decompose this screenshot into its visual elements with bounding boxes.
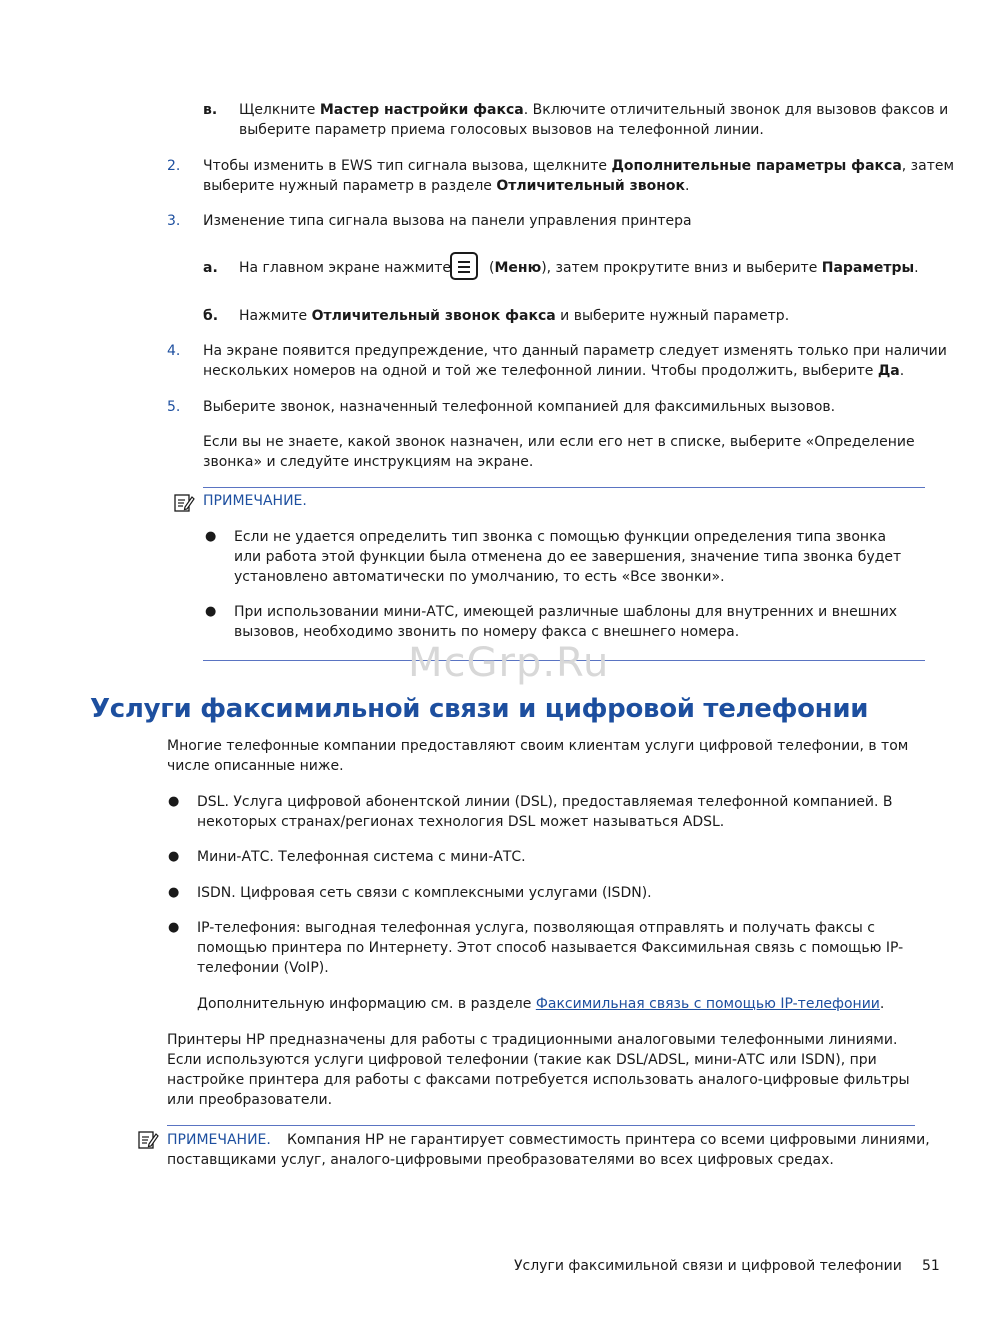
step-v-line1: Щелкните Мастер настройки факса. Включите отличительный звонок для вызовов факсов и	[239, 102, 949, 118]
list-item-isdn: ISDN. Цифровая сеть связи с комплексными услугами (ISDN).	[197, 885, 652, 901]
section-para-line4: или преобразователи.	[167, 1092, 333, 1108]
step-marker-b: б.	[203, 308, 219, 324]
list-item-voip-line1: IP-телефония: выгодная телефонная услуга, позволяющая отправлять и получать факсы с	[197, 920, 875, 936]
voip-fax-link[interactable]: Факсимильная связь с помощью IP-телефонии	[535, 996, 880, 1012]
step-v-line2: выберите параметр приема голосовых вызовов на телефонной линии.	[239, 122, 764, 138]
section-title: Услуги факсимильной связи и цифровой телефонии	[90, 694, 869, 724]
section-para-line1: Принтеры HP предназначены для работы с традиционными аналоговыми телефонными линиями.	[167, 1032, 898, 1048]
watermark: McGrp.Ru	[408, 640, 610, 686]
step-b-text: Нажмите Отличительный звонок факса и выберите нужный параметр.	[239, 308, 790, 324]
step-4-line1: На экране появится предупреждение, что данный параметр следует изменять только при наличии	[203, 343, 947, 359]
step-5-para-line2: звонка» и следуйте инструкциям на экране.	[203, 454, 534, 470]
list-item-voip-line3: телефонии (VoIP).	[197, 960, 329, 976]
step-marker-5: 5.	[167, 399, 181, 415]
list-item-dsl-line2: некоторых странах/регионах технология DSL может называться ADSL.	[197, 814, 725, 830]
section-intro-line1: Многие телефонные компании предоставляют своим клиентам услуги цифровой телефонии, в том	[167, 738, 909, 754]
list-item-voip-line2: помощью принтера по Интернету. Этот способ называется Факсимильная связь с помощью IP-	[197, 940, 904, 956]
note1-bullet1-line2: или работа этой функции была отменена до ее завершения, значение типа звонка будет	[234, 549, 902, 565]
step-marker-a: а.	[203, 260, 218, 276]
list-item-pbx: Мини-АТС. Телефонная система с мини-АТС.	[197, 849, 526, 865]
step-marker-3: 3.	[167, 213, 181, 229]
section-para-line3: настройке принтера для работы с факсами потребуется использовать аналого-цифровые фильтры	[167, 1072, 910, 1088]
note1-label: ПРИМЕЧАНИЕ.	[203, 493, 307, 509]
step-a-post: (Меню), затем прокрутите вниз и выберите Параметры.	[489, 260, 919, 276]
bullet-icon: ●	[205, 604, 217, 619]
step-marker-2: 2.	[167, 158, 181, 174]
section-para-line2: Если используются услуги цифровой телефонии (такие как DSL/ADSL, мини-АТС или ISDN), при	[167, 1052, 877, 1068]
bullet-icon: ●	[168, 794, 180, 809]
note1-bullet1-line1: Если не удается определить тип звонка с помощью функции определения типа звонка	[234, 529, 887, 545]
note-icon	[137, 1129, 159, 1151]
bullet-icon: ●	[168, 885, 180, 900]
bullet-icon: ●	[168, 849, 180, 864]
note-icon	[173, 492, 195, 514]
bullet-icon: ●	[168, 920, 180, 935]
step-3-text: Изменение типа сигнала вызова на панели управления принтера	[203, 213, 692, 229]
step-marker-4: 4.	[167, 343, 181, 359]
more-info: Дополнительную информацию см. в разделе Факсимильная связь с помощью IP-телефонии.	[197, 996, 885, 1012]
step-4-line2: нескольких номеров на одной и той же телефонной линии. Чтобы продолжить, выберите Да.	[203, 363, 905, 379]
page-number: 51	[922, 1258, 940, 1274]
note1-top-rule	[203, 487, 925, 488]
list-item-dsl-line1: DSL. Услуга цифровой абонентской линии (DSL), предоставляемая телефонной компанией. В	[197, 794, 893, 810]
menu-icon	[450, 252, 478, 280]
note2-top-rule	[167, 1125, 915, 1126]
note1-bullet1-line3: установлено автоматически по умолчанию, то есть «Все звонки».	[234, 569, 725, 585]
note2-label: ПРИМЕЧАНИЕ.	[167, 1132, 271, 1148]
step-5-text: Выберите звонок, назначенный телефонной компанией для факсимильных вызовов.	[203, 399, 836, 415]
section-intro-line2: числе описанные ниже.	[167, 758, 344, 774]
step-a-pre: На главном экране нажмите	[239, 260, 452, 276]
note2-line2: поставщиками услуг, аналого-цифровыми преобразователями во всех цифровых средах.	[167, 1152, 834, 1168]
step-2-line1: Чтобы изменить в EWS тип сигнала вызова, щелкните Дополнительные параметры факса, затем	[203, 158, 955, 174]
bullet-icon: ●	[205, 529, 217, 544]
step-2-line2: выберите нужный параметр в разделе Отличительный звонок.	[203, 178, 690, 194]
step-5-para-line1: Если вы не знаете, какой звонок назначен, или если его нет в списке, выберите «Определение	[203, 434, 915, 450]
step-marker-v: в.	[203, 102, 218, 118]
note1-bullet2-line2: вызовов, необходимо звонить по номеру факса с внешнего номера.	[234, 624, 740, 640]
note1-bullet2-line1: При использовании мини-АТС, имеющей различные шаблоны для внутренних и внешних	[234, 604, 898, 620]
footer-title: Услуги факсимильной связи и цифровой телефонии	[514, 1258, 902, 1274]
note2-line1: Компания HP не гарантирует совместимость принтера со всеми цифровыми линиями,	[287, 1132, 930, 1148]
